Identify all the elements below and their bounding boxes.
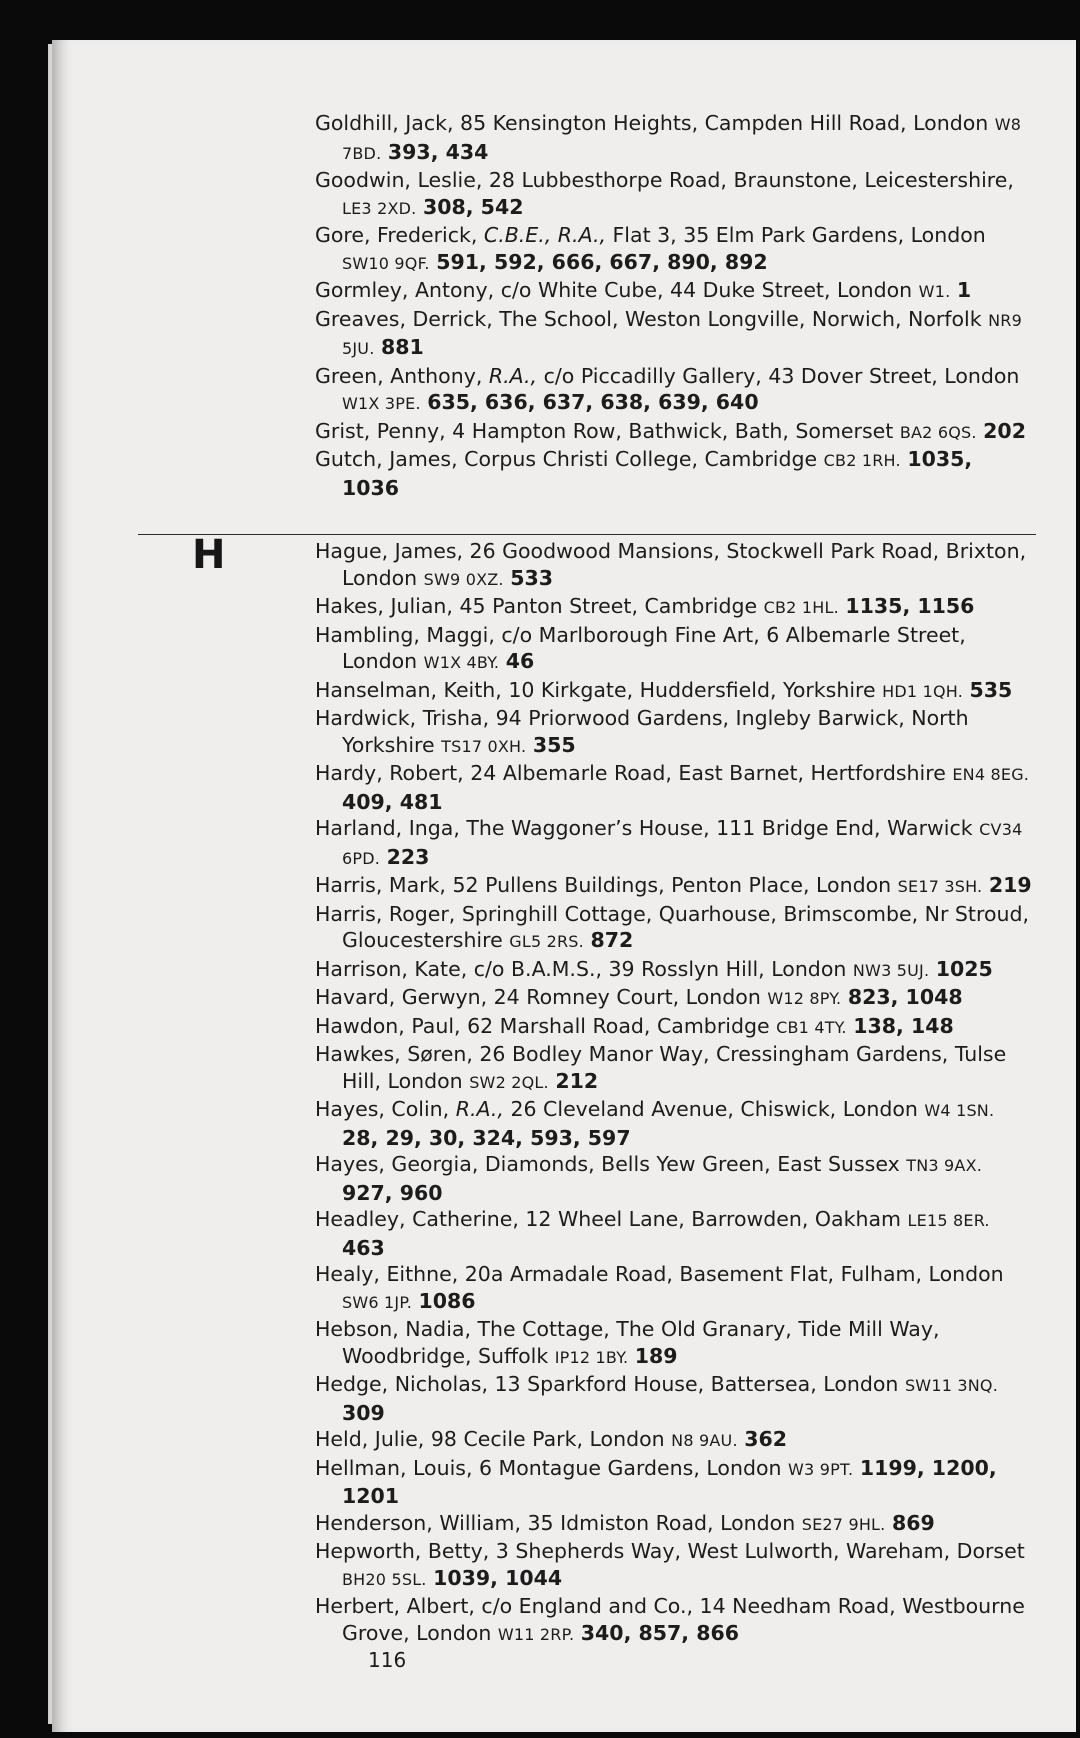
entry-postcode: TS17 0XH. bbox=[441, 736, 527, 756]
entry-page-refs: 869 bbox=[892, 1510, 935, 1535]
entry-name: Havard, Gerwyn, bbox=[315, 985, 488, 1009]
entry-name: Hawdon, Paul, bbox=[315, 1013, 461, 1038]
entry-name: Gore, Frederick, bbox=[315, 223, 478, 247]
entry-name: Henderson, William, bbox=[315, 1510, 521, 1535]
entry-postcode: SE27 9HL. bbox=[801, 1514, 886, 1534]
entry-honour: R.A., bbox=[488, 363, 538, 388]
entry-address: 28 Lubbesthorpe Road, Braunstone, Leicestershire, bbox=[482, 168, 1014, 192]
entry-name: Hayes, Colin, bbox=[315, 1097, 450, 1121]
entry-postcode: BA2 6QS. bbox=[899, 422, 977, 442]
entry-page-refs: 927, 960 bbox=[342, 1180, 443, 1205]
entry-page-refs: 1 bbox=[956, 278, 972, 302]
index-entry bbox=[315, 222, 1035, 277]
entry-name: Hague, James, bbox=[315, 539, 464, 563]
entry-name: Hardwick, Trisha, bbox=[315, 706, 490, 730]
index-entry bbox=[315, 418, 1035, 447]
entry-page-refs: 138, 148 bbox=[853, 1013, 954, 1038]
index-entry bbox=[315, 622, 1035, 677]
entry-address: 20a Armadale Road, Basement Flat, Fulham, London bbox=[458, 1262, 1004, 1286]
entry-address: c/o White Cube, 44 Duke Street, London bbox=[494, 278, 919, 302]
entry-postcode: GL5 2RS. bbox=[509, 932, 584, 951]
index-entry bbox=[315, 1426, 1035, 1455]
entry-page-refs: 219 bbox=[988, 873, 1032, 897]
index-entry bbox=[315, 1538, 1035, 1593]
entry-name: Hebson, Nadia, bbox=[315, 1317, 471, 1341]
entry-address: 3 Shepherds Way, West Lulworth, Wareham, Dorset bbox=[489, 1539, 1025, 1563]
entry-postcode: TN3 9AX. bbox=[906, 1156, 983, 1175]
entry-honour: C.B.E., R.A., bbox=[483, 223, 606, 247]
entry-address: 94 Priorwood Gardens, Ingleby Barwick, North Yorkshire bbox=[342, 706, 969, 757]
index-entry bbox=[315, 1261, 1035, 1316]
entry-page-refs: 1086 bbox=[418, 1288, 476, 1313]
entry-page-refs: 872 bbox=[590, 928, 634, 952]
index-entry bbox=[315, 1316, 1035, 1371]
index-entry bbox=[315, 277, 1035, 306]
section-divider bbox=[138, 534, 1036, 535]
entry-address: 4 Hampton Row, Bathwick, Bath, Somerset bbox=[445, 418, 900, 443]
entry-postcode: CV34 6PD. bbox=[342, 820, 1023, 868]
entry-address: c/o Piccadilly Gallery, 43 Dover Street, London bbox=[537, 363, 1020, 388]
entry-postcode: W3 9PT. bbox=[788, 1459, 854, 1479]
entry-postcode: W4 1SN. bbox=[924, 1101, 995, 1120]
entry-address: 85 Kensington Heights, Campden Hill Road, London bbox=[453, 111, 995, 135]
g-entries-section bbox=[315, 110, 1035, 501]
entry-postcode: CB2 1HL. bbox=[763, 598, 839, 617]
entry-address: The Cottage, The Old Granary, Tide Mill Way, Woodbridge, Suffolk bbox=[342, 1317, 940, 1368]
entry-page-refs: 1035, 1036 bbox=[342, 447, 973, 500]
entry-address: 26 Bodley Manor Way, Cressingham Gardens, Tulse Hill, London bbox=[342, 1042, 1007, 1093]
entry-page-refs: 309 bbox=[342, 1400, 385, 1425]
entry-page-refs: 355 bbox=[532, 732, 576, 757]
entry-name: Held, Julie, bbox=[315, 1427, 425, 1451]
entry-page-refs: 189 bbox=[634, 1343, 678, 1368]
entry-name: Herbert, Albert, bbox=[315, 1594, 475, 1618]
entry-address: c/o England and Co., 14 Needham Road, Westbourne Grove, London bbox=[342, 1594, 1025, 1645]
entry-page-refs: 463 bbox=[342, 1235, 385, 1260]
section-letter: H bbox=[192, 532, 226, 578]
entry-postcode: W1X 3PE. bbox=[342, 394, 421, 413]
entry-name: Healy, Eithne, bbox=[315, 1262, 459, 1286]
entry-name: Harris, Roger, bbox=[315, 901, 456, 926]
entry-page-refs: 28, 29, 30, 324, 593, 597 bbox=[342, 1125, 631, 1150]
entry-page-refs: 202 bbox=[983, 418, 1026, 443]
entry-name: Gormley, Antony, bbox=[315, 278, 495, 302]
entry-postcode: SW10 9QF. bbox=[342, 253, 430, 273]
entry-name: Goodwin, Leslie, bbox=[315, 168, 483, 192]
entry-page-refs: 823, 1048 bbox=[847, 985, 963, 1009]
entry-page-refs: 535 bbox=[969, 677, 1013, 702]
entry-name: Harrison, Kate, bbox=[315, 956, 468, 981]
index-entry bbox=[315, 363, 1035, 418]
index-entry bbox=[315, 1151, 1035, 1206]
entry-name: Hepworth, Betty, bbox=[315, 1539, 490, 1563]
entry-address: 13 Sparkford House, Battersea, London bbox=[488, 1372, 905, 1396]
entry-postcode: NW3 5UJ. bbox=[852, 960, 930, 980]
index-entry bbox=[315, 815, 1035, 872]
entry-postcode: SW6 1JP. bbox=[342, 1292, 412, 1312]
entry-address: 45 Panton Street, Cambridge bbox=[452, 594, 764, 618]
entry-postcode: NR9 5JU. bbox=[342, 310, 1023, 358]
index-entry bbox=[315, 1455, 1035, 1510]
entry-address: The School, Weston Longville, Norwich, Norfolk bbox=[492, 306, 989, 331]
entry-address: 24 Albemarle Road, East Barnet, Hertfordshire bbox=[463, 761, 953, 785]
entry-address: Corpus Christi College, Cambridge bbox=[457, 447, 824, 471]
index-entry bbox=[315, 984, 1035, 1013]
entry-postcode: W1. bbox=[918, 282, 951, 301]
entry-page-refs: 1039, 1044 bbox=[433, 1565, 563, 1590]
entry-address: 10 Kirkgate, Huddersfield, Yorkshire bbox=[501, 677, 883, 702]
entry-postcode: IP12 1BY. bbox=[554, 1347, 629, 1367]
entry-page-refs: 362 bbox=[744, 1427, 788, 1451]
entry-postcode: SW11 3NQ. bbox=[904, 1376, 998, 1395]
entry-postcode: SE17 3SH. bbox=[897, 877, 983, 896]
entry-name: Hellman, Louis, bbox=[315, 1455, 473, 1480]
entry-postcode: BH20 5SL. bbox=[342, 1569, 427, 1589]
entry-name: Hambling, Maggi, bbox=[315, 622, 495, 647]
entry-name: Hayes, Georgia, bbox=[315, 1152, 479, 1176]
entry-page-refs: 212 bbox=[555, 1068, 599, 1093]
entry-name: Hedge, Nicholas, bbox=[315, 1372, 488, 1396]
entry-page-refs: 591, 592, 666, 667, 890, 892 bbox=[436, 249, 768, 274]
entry-address: 26 Cleveland Avenue, Chiswick, London bbox=[503, 1097, 925, 1121]
entry-postcode: LE15 8ER. bbox=[907, 1211, 990, 1230]
page-number: 116 bbox=[368, 1648, 407, 1672]
entry-address: 12 Wheel Lane, Barrowden, Oakham bbox=[518, 1207, 908, 1231]
entry-page-refs: 409, 481 bbox=[342, 789, 443, 814]
entry-name: Headley, Catherine, bbox=[315, 1207, 519, 1231]
entry-page-refs: 1135, 1156 bbox=[845, 594, 975, 618]
entry-name: Greaves, Derrick, bbox=[315, 306, 493, 331]
entry-page-refs: 46 bbox=[505, 649, 535, 673]
entry-postcode: W8 7BD. bbox=[342, 115, 1022, 163]
index-entry bbox=[315, 1041, 1035, 1096]
index-entry bbox=[315, 1593, 1035, 1648]
index-entry bbox=[315, 677, 1035, 706]
entry-name: Green, Anthony, bbox=[315, 363, 483, 388]
index-entry bbox=[315, 446, 1035, 501]
entry-postcode: LE3 2XD. bbox=[342, 198, 417, 218]
index-entry bbox=[315, 760, 1035, 815]
index-entry bbox=[315, 705, 1035, 760]
entry-name: Hawkes, Søren, bbox=[315, 1042, 473, 1066]
entry-page-refs: 340, 857, 866 bbox=[580, 1620, 740, 1645]
entry-address: 62 Marshall Road, Cambridge bbox=[460, 1013, 777, 1038]
entry-address: c/o Marlborough Fine Art, 6 Albemarle Street, London bbox=[342, 622, 966, 673]
entry-address: 98 Cecile Park, London bbox=[424, 1427, 672, 1451]
entry-address: Flat 3, 35 Elm Park Gardens, London bbox=[606, 223, 986, 247]
entry-postcode: N8 9AU. bbox=[671, 1431, 738, 1450]
entry-postcode: W11 2RP. bbox=[497, 1624, 575, 1644]
index-entry bbox=[315, 872, 1035, 901]
entry-page-refs: 533 bbox=[510, 565, 554, 590]
index-entry bbox=[315, 110, 1035, 167]
entry-page-refs: 881 bbox=[381, 335, 424, 359]
entry-address: 26 Goodwood Mansions, Stockwell Park Road, Brixton, London bbox=[342, 539, 1027, 590]
index-entry bbox=[315, 538, 1035, 593]
entry-postcode: EN4 8EG. bbox=[952, 765, 1030, 784]
entry-postcode: SW2 2QL. bbox=[469, 1072, 549, 1092]
entry-postcode: CB1 4TY. bbox=[776, 1017, 847, 1037]
entry-page-refs: 1199, 1200, 1201 bbox=[342, 1455, 997, 1508]
entry-name: Harland, Inga, bbox=[315, 816, 460, 840]
entry-page-refs: 1025 bbox=[935, 956, 993, 981]
entry-address: The Waggoner’s House, 111 Bridge End, Warwick bbox=[459, 816, 980, 840]
index-entry bbox=[315, 167, 1035, 222]
entry-name: Hakes, Julian, bbox=[315, 594, 453, 618]
entry-name: Goldhill, Jack, bbox=[315, 111, 454, 135]
entry-address: c/o B.A.M.S., 39 Rosslyn Hill, London bbox=[467, 956, 853, 981]
entry-postcode: CB2 1RH. bbox=[823, 451, 901, 470]
entry-address: Springhill Cottage, Quarhouse, Brimscombe, Nr Stroud, Gloucestershire bbox=[342, 901, 1030, 952]
entry-page-refs: 393, 434 bbox=[387, 139, 489, 164]
index-entry bbox=[315, 1096, 1035, 1151]
entry-honour: R.A., bbox=[455, 1097, 504, 1121]
index-entry bbox=[315, 901, 1035, 956]
index-entry bbox=[315, 1206, 1035, 1261]
entry-page-refs: 308, 542 bbox=[422, 194, 524, 219]
index-entry bbox=[315, 306, 1035, 363]
index-entry bbox=[315, 1013, 1035, 1042]
entry-name: Gutch, James, bbox=[315, 447, 458, 471]
index-entry bbox=[315, 593, 1035, 622]
entry-name: Hanselman, Keith, bbox=[315, 677, 502, 702]
entry-address: 24 Romney Court, London bbox=[487, 985, 768, 1009]
h-entries-section bbox=[315, 538, 1035, 1648]
index-entry bbox=[315, 956, 1035, 985]
entry-postcode: SW9 0XZ. bbox=[423, 569, 504, 589]
entry-name: Hardy, Robert, bbox=[315, 761, 464, 785]
entry-postcode: W12 8PY. bbox=[767, 989, 842, 1008]
entry-page-refs: 223 bbox=[386, 844, 430, 869]
entry-address: 35 Idmiston Road, London bbox=[520, 1510, 802, 1535]
entry-name: Grist, Penny, bbox=[315, 418, 446, 443]
index-entry bbox=[315, 1371, 1035, 1426]
entry-address: 6 Montague Gardens, London bbox=[472, 1455, 789, 1480]
entry-postcode: HD1 1QH. bbox=[882, 681, 963, 701]
entry-name: Harris, Mark, bbox=[315, 873, 446, 897]
entry-postcode: W1X 4BY. bbox=[423, 653, 500, 672]
entry-address: Diamonds, Bells Yew Green, East Sussex bbox=[478, 1152, 907, 1176]
entry-address: 52 Pullens Buildings, Penton Place, London bbox=[445, 873, 898, 897]
entry-page-refs: 635, 636, 637, 638, 639, 640 bbox=[427, 390, 759, 414]
index-entry bbox=[315, 1510, 1035, 1539]
